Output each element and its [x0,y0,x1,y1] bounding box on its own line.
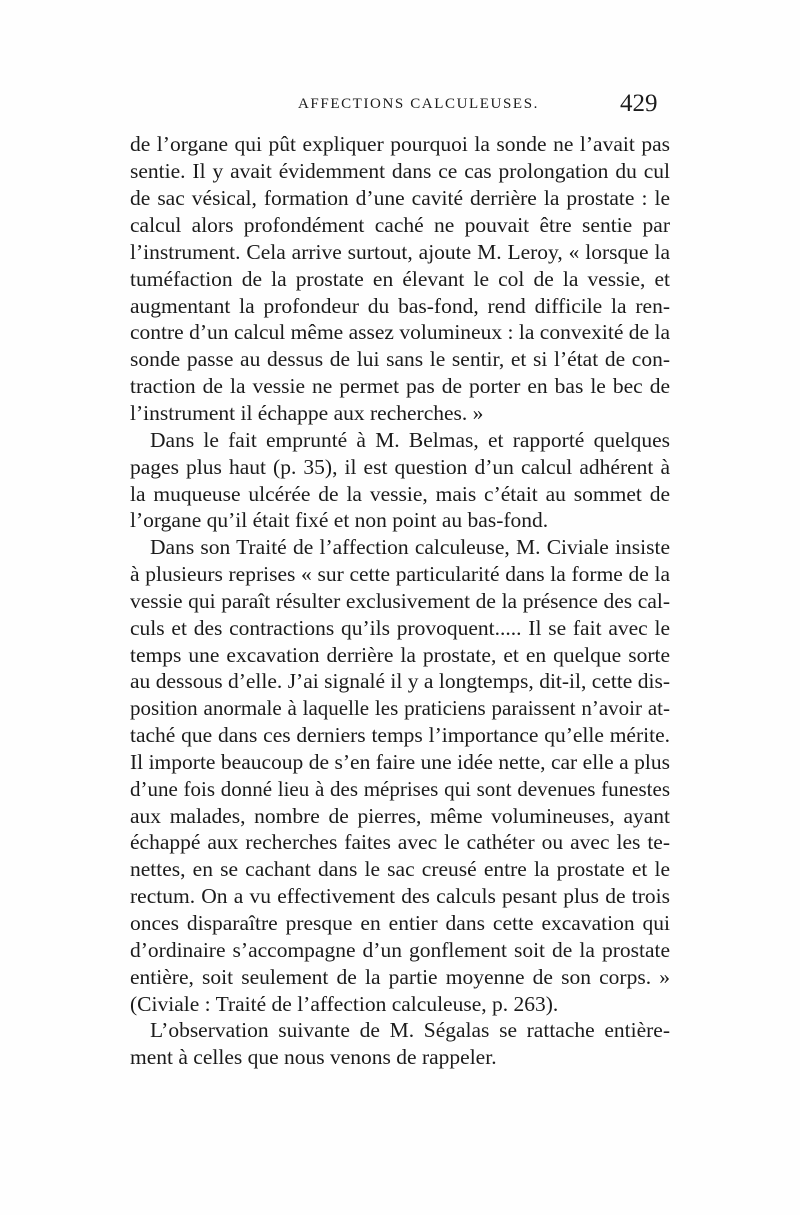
text-line: à plusieurs reprises « sur cette particularité dans la forme de la [130,562,670,586]
text-line: pages plus haut (p. 35), il est question d’un calcul adhérent à [130,455,670,479]
text-line: l’instrument il échappe aux recherches. » [130,401,484,425]
text-line: d’une fois donné lieu à des méprises qui sont devenues funestes [130,777,670,801]
text-line: au dessous d’elle. J’ai signalé il y a longtemps, dit-il, cette dis- [130,669,670,693]
text-line: vessie qui paraît résulter exclusivement de la présence des cal- [130,589,670,613]
text-line: contre d’un calcul même assez volumineux : la convexité de la [130,320,670,344]
text-line: sonde passe au dessus de lui sans le sentir, et si l’état de con- [130,347,670,371]
text-line: tuméfaction de la prostate en élevant le col de la vessie, et [130,267,670,291]
text-line: ment à celles que nous venons de rappeler. [130,1045,497,1069]
text-line: position anormale à laquelle les praticiens paraissent n’avoir at- [130,696,670,720]
text-line: onces disparaître presque en entier dans cette excavation qui [130,911,670,935]
text-line: temps une excavation derrière la prostate, et en quelque sorte [130,643,670,667]
text-line: L’observation suivante de M. Ségalas se rattache entière- [150,1018,670,1042]
page-number: 429 [620,90,658,117]
text-line: aux malades, nombre de pierres, même volumineuses, ayant [130,804,670,828]
text-line: de l’organe qui pût expliquer pourquoi la sonde ne l’avait pas [130,132,670,156]
text-line: taché que dans ces derniers temps l’importance qu’elle mérite. [130,723,670,747]
text-line: Il importe beaucoup de s’en faire une idée nette, car elle a plus [130,750,670,774]
text-line: la muqueuse ulcérée de la vessie, mais c’était au sommet de [130,482,670,506]
text-line: Dans son Traité de l’affection calculeuse, M. Civiale insiste [150,535,670,559]
text-line: entière, soit seulement de la partie moyenne de son corps. » [130,965,670,989]
text-line: Dans le fait emprunté à M. Belmas, et rapporté quelques [150,428,670,452]
text-line: d’ordinaire s’accompagne d’un gonflement soit de la prostate [130,938,670,962]
text-line: augmentant la profondeur du bas-fond, rend difficile la ren- [130,294,670,318]
text-line: l’organe qu’il était fixé et non point au bas-fond. [130,508,549,532]
text-line: (Civiale : Traité de l’affection calculeuse, p. 263). [130,992,559,1016]
text-line: culs et des contractions qu’ils provoquent..... Il se fait avec le [130,616,670,640]
text-line: échappé aux recherches faites avec le cathéter ou avec les te- [130,830,670,854]
text-line: traction de la vessie ne permet pas de porter en bas le bec de [130,374,670,398]
text-line: sentie. Il y avait évidemment dans ce cas prolongation du cul [130,159,670,183]
text-line: calcul alors profondément caché ne pouvait être sentie par [130,213,670,237]
running-title: AFFECTIONS CALCULEUSES. [298,96,539,112]
text-line: l’instrument. Cela arrive surtout, ajoute M. Leroy, « lorsque la [130,240,670,264]
text-line: rectum. On a vu effectivement des calculs pesant plus de trois [130,884,670,908]
text-line: de sac vésical, formation d’une cavité derrière la prostate : le [130,186,670,210]
text-line: nettes, en se cachant dans le sac creusé entre la prostate et le [130,857,670,881]
